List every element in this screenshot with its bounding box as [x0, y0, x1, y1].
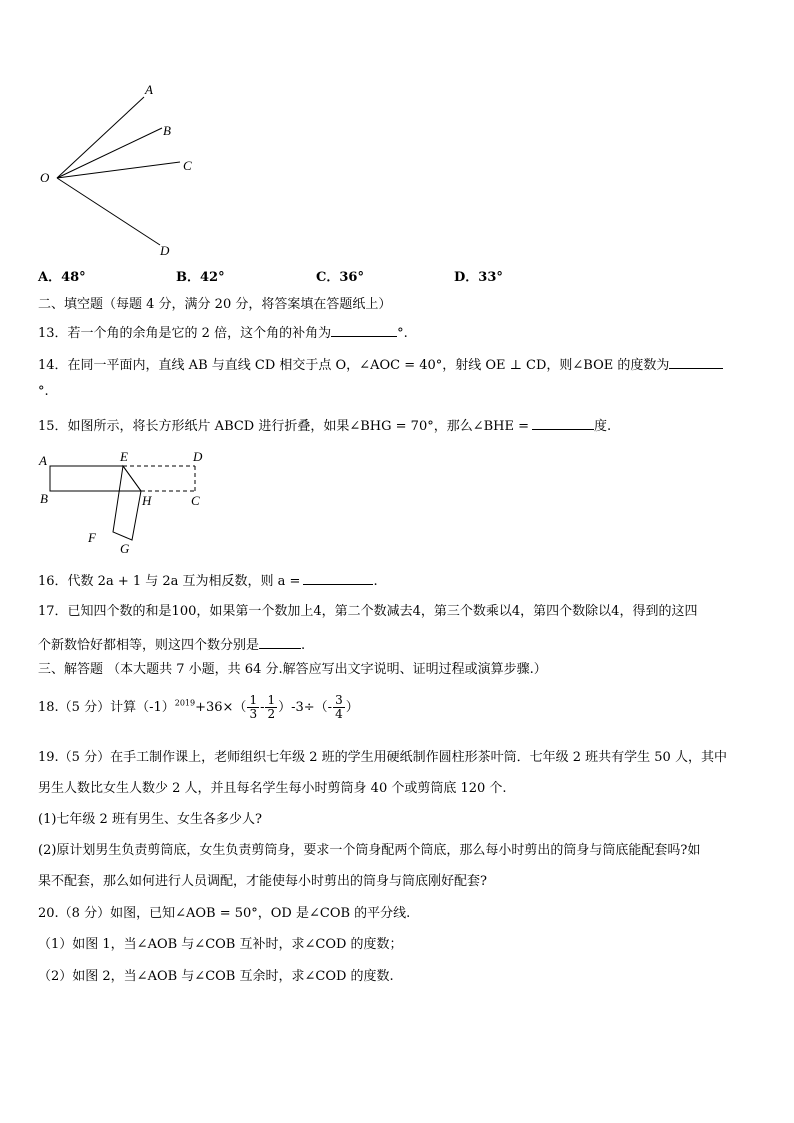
label-b: B	[163, 123, 171, 138]
question-13	[38, 324, 408, 342]
q13-text: 13．若一个角的余角是它的 2 倍，这个角的补角为	[38, 326, 332, 341]
q18-f2-den: 2	[267, 707, 276, 721]
label-g: G	[120, 541, 130, 556]
q20-sub2: （2）如图 2，当∠AOB 与∠COB 互余时，求∠COD 的度数.	[38, 969, 394, 984]
label-a: A	[145, 82, 153, 97]
q17-line1: 17．已知四个数的和是100，如果第一个数加上4，第二个数减去4，第三个数乘以4，第四个数除以4，得到的这四	[38, 604, 698, 619]
ray-ob	[57, 128, 162, 178]
option-d: D．33°	[454, 270, 503, 285]
option-a: A．48°	[38, 270, 86, 285]
label-d2: D	[193, 449, 203, 464]
figure-folded-rectangle	[36, 446, 216, 558]
q14-text: 14．在同一平面内，直线 AB 与直线 CD 相交于点 O，∠AOC = 40°，射线 OE ⊥ CD，则∠BOE 的度数为	[38, 358, 670, 373]
q13-tail: °.	[397, 326, 408, 341]
q15-tail: 度.	[594, 419, 612, 434]
q19-line2: 男生人数比女生人数少 2 人，并且每名学生每小时剪筒身 40 个或剪筒底 120 个.	[38, 781, 507, 796]
question-17	[38, 636, 305, 654]
q15-text: 15．如图所示，将长方形纸片 ABCD 进行折叠，如果∠BHG = 70°，那么∠BHE =	[38, 419, 530, 434]
q16-text: 16．代数 2a + 1 与 2a 互为相反数，则 a =	[38, 574, 301, 589]
label-c2: C	[191, 493, 200, 508]
q18-fraction-2	[265, 694, 277, 721]
section2-heading: 二、填空题（每题 4 分，满分 20 分，将答案填在答题纸上）	[38, 297, 392, 312]
q18-f1-num: 1	[249, 693, 258, 707]
ray-oa	[57, 97, 144, 178]
q15-answer-blank[interactable]	[532, 417, 594, 430]
ray-od	[57, 178, 160, 245]
option-b: B．42°	[176, 270, 225, 285]
label-d: D	[160, 243, 170, 258]
q19-sub1: (1)七年级 2 班有男生、女生各多少人?	[38, 812, 262, 827]
q17-line2: 个新数恰好都相等，则这四个数分别是	[38, 638, 260, 653]
q19-sub2b: 果不配套，那么如何进行人员调配，才能使每小时剪出的筒身与筒底刚好配套?	[38, 874, 487, 889]
q13-answer-blank[interactable]	[331, 324, 397, 337]
q18-prefix: 18.（5 分）计算（-1）	[38, 700, 175, 715]
q18-minus: -	[260, 700, 265, 715]
label-o: O	[40, 170, 50, 185]
q14-tail: °.	[38, 384, 49, 399]
q18-mid: +36×（	[195, 700, 247, 715]
q17-answer-blank[interactable]	[259, 636, 301, 649]
q19-sub2a: (2)原计划男生负责剪筒底，女生负责剪筒身，要求一个筒身配两个筒底，那么每小时剪出的筒身与筒底能配套吗?如	[38, 843, 701, 858]
ray-oc	[57, 162, 180, 178]
label-a2: A	[39, 453, 47, 468]
q18-after: ）-3÷（-	[278, 700, 333, 715]
label-h: H	[142, 493, 152, 508]
question-18	[38, 694, 359, 721]
q18-f1-den: 3	[249, 707, 258, 721]
q18-f3-den: 4	[335, 707, 343, 721]
q20-sub1: （1）如图 1，当∠AOB 与∠COB 互补时，求∠COD 的度数；	[38, 937, 403, 952]
q19-line1: 19.（5 分）在手工制作课上，老师组织七年级 2 班的学生用硬纸制作圆柱形茶叶筒．七年级 2 班共有学生 50 人，其中	[38, 750, 727, 765]
q18-f2-num: 1	[267, 693, 276, 707]
label-c: C	[183, 158, 192, 173]
label-e: E	[120, 449, 128, 464]
q18-close: ）	[345, 700, 359, 715]
folded-flap	[113, 466, 141, 540]
question-14	[38, 356, 723, 374]
figure-angle-rays	[30, 78, 210, 260]
q16-tail: .	[373, 574, 378, 589]
rect-solid-edges	[50, 466, 141, 491]
q16-answer-blank[interactable]	[303, 572, 373, 585]
q20-line1: 20.（8 分）如图，已知∠AOB = 50°，OD 是∠COB 的平分线.	[38, 906, 411, 921]
option-c: C．36°	[316, 270, 364, 285]
question-15	[38, 417, 611, 435]
q18-exponent: 2019	[174, 698, 196, 708]
section3-heading: 三、解答题 （本大题共 7 小题，共 64 分.解答应写出文字说明、证明过程或演算步骤.）	[38, 662, 547, 677]
label-f: F	[88, 530, 96, 545]
q18-f3-num: 3	[335, 693, 343, 707]
q18-fraction-1	[247, 694, 259, 721]
label-b2: B	[40, 491, 48, 506]
q14-answer-blank[interactable]	[669, 356, 723, 369]
q18-fraction-3	[333, 694, 345, 721]
q17-tail: .	[301, 638, 306, 653]
question-16	[38, 572, 378, 590]
